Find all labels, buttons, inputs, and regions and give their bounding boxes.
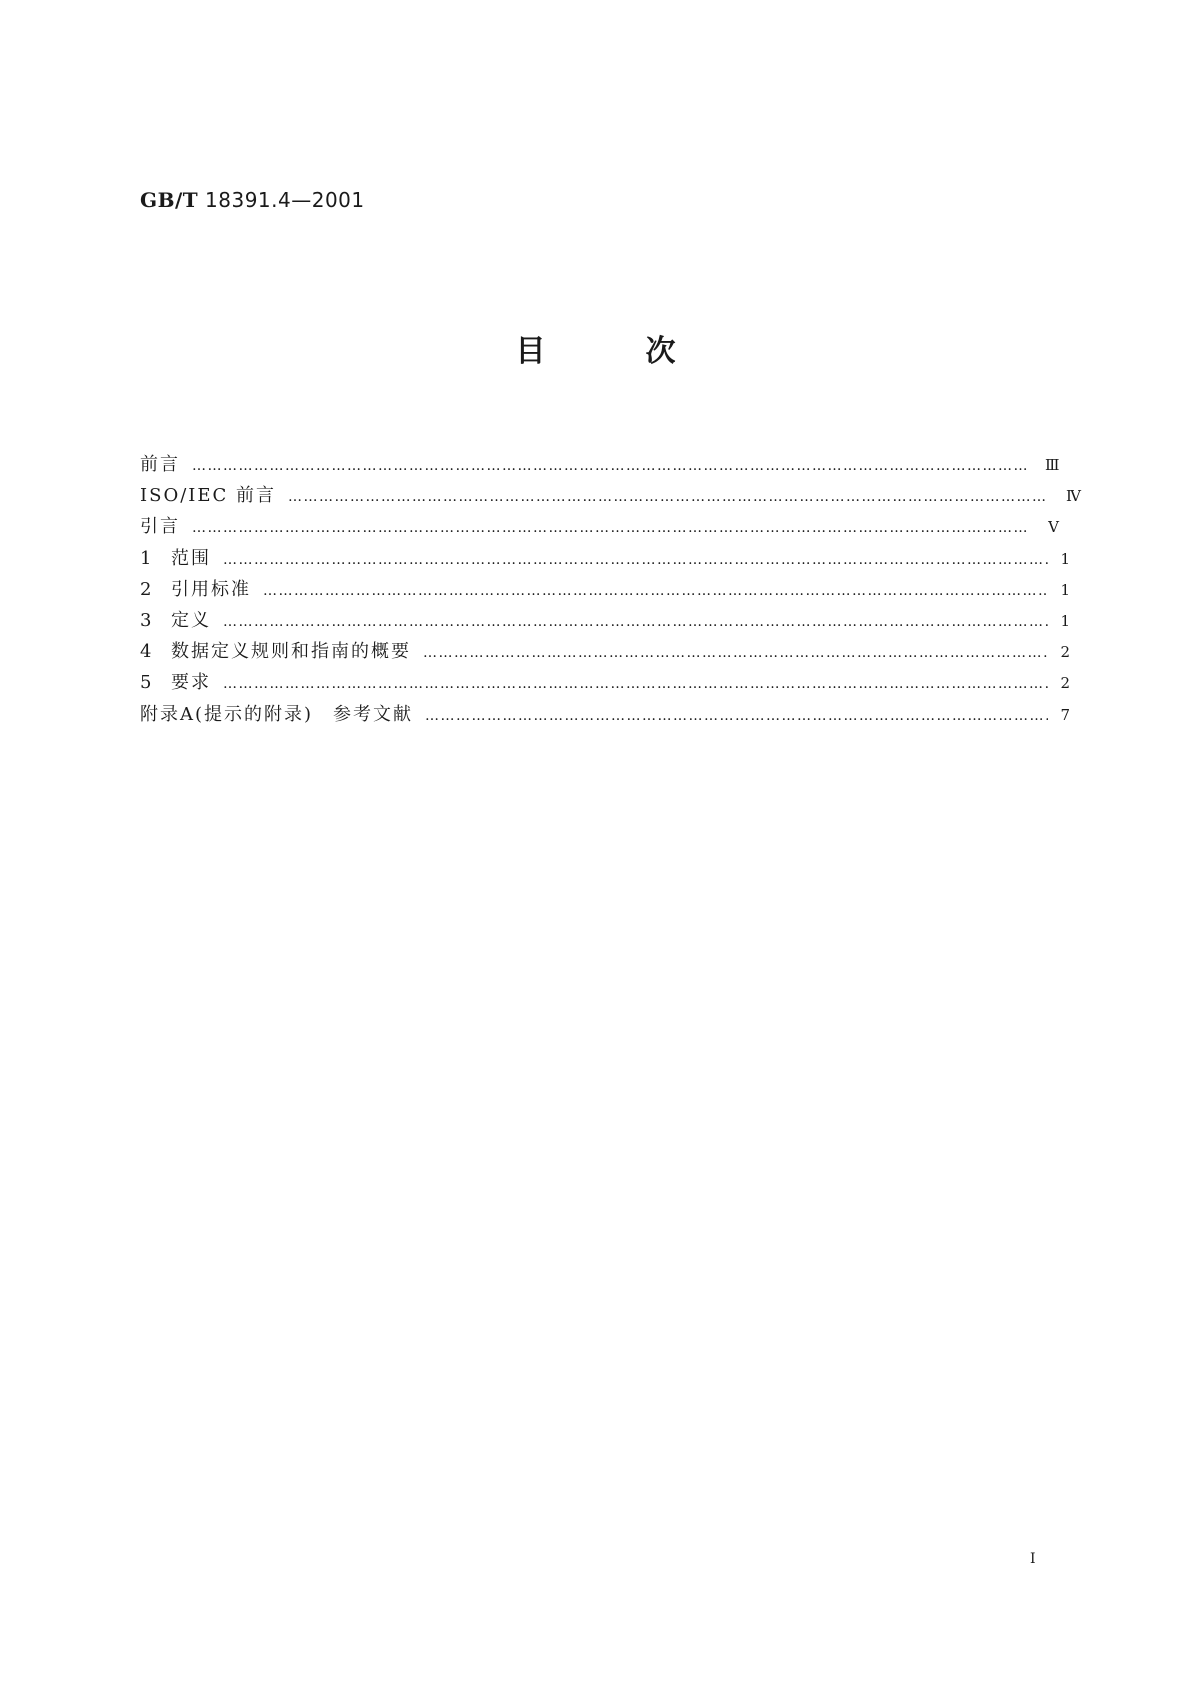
- page-number: I: [1030, 1551, 1036, 1567]
- standard-code-number: 18391.4—2001: [205, 188, 365, 212]
- toc-entry-introduction[interactable]: [140, 512, 1070, 543]
- toc-entry-number: 4: [140, 641, 152, 663]
- toc-entry-foreword[interactable]: [140, 450, 1070, 481]
- toc-entry-label: ISO/IEC 前言: [140, 485, 277, 507]
- toc-leader-dots: [192, 520, 1027, 536]
- toc-entry-label: 要求: [171, 672, 211, 694]
- toc-entry-page: 2: [1060, 674, 1070, 693]
- standard-code: [140, 188, 365, 212]
- toc-leader-dots: [223, 552, 1048, 568]
- page-title: 目次: [515, 334, 776, 369]
- toc-entry-label: 数据定义规则和指南的概要: [171, 641, 411, 663]
- toc-entry-number: 3: [140, 609, 152, 631]
- toc-entry-overview[interactable]: [140, 637, 1070, 668]
- toc-entry-page: 1: [1060, 549, 1070, 568]
- toc-entry-page: Ⅳ: [1066, 487, 1082, 506]
- toc-entry-annex-a[interactable]: [140, 700, 1070, 731]
- toc-entry-number: 2: [140, 578, 152, 600]
- toc-entry-page: Ⅲ: [1045, 456, 1060, 474]
- toc-entry-label: 引用标准: [171, 578, 251, 600]
- toc-leader-dots: [423, 645, 1048, 661]
- toc-entry-number: 5: [140, 672, 152, 694]
- toc-entry-normative-references[interactable]: [140, 575, 1070, 606]
- toc-entry-page: 7: [1060, 705, 1070, 724]
- toc-entry-page: 1: [1060, 611, 1070, 630]
- toc-entry-number: 1: [140, 547, 152, 569]
- toc-leader-dots: [223, 614, 1048, 630]
- toc-entry-requirements[interactable]: [140, 668, 1070, 699]
- toc-entry-page: 2: [1060, 643, 1070, 662]
- toc-entry-label: 前言: [140, 454, 180, 475]
- toc-entry-scope[interactable]: [140, 544, 1070, 575]
- toc-entry-iso-iec-foreword[interactable]: [140, 481, 1082, 512]
- toc-leader-dots: [288, 489, 1048, 505]
- toc-leader-dots: [192, 458, 1027, 474]
- table-of-contents: [140, 450, 1082, 731]
- toc-leader-dots: [425, 708, 1048, 724]
- toc-entry-definitions[interactable]: [140, 606, 1070, 637]
- toc-entry-label: 定义: [171, 609, 211, 631]
- toc-entry-page: 1: [1060, 580, 1070, 599]
- toc-entry-label: 范围: [171, 547, 211, 569]
- toc-leader-dots: [263, 583, 1048, 599]
- toc-leader-dots: [223, 676, 1048, 692]
- toc-entry-label: 附录A(提示的附录) 参考文献: [140, 703, 414, 725]
- standard-code-prefix: GB/T: [140, 188, 199, 212]
- toc-entry-page: Ⅴ: [1048, 518, 1059, 537]
- toc-entry-label: 引言: [140, 516, 180, 538]
